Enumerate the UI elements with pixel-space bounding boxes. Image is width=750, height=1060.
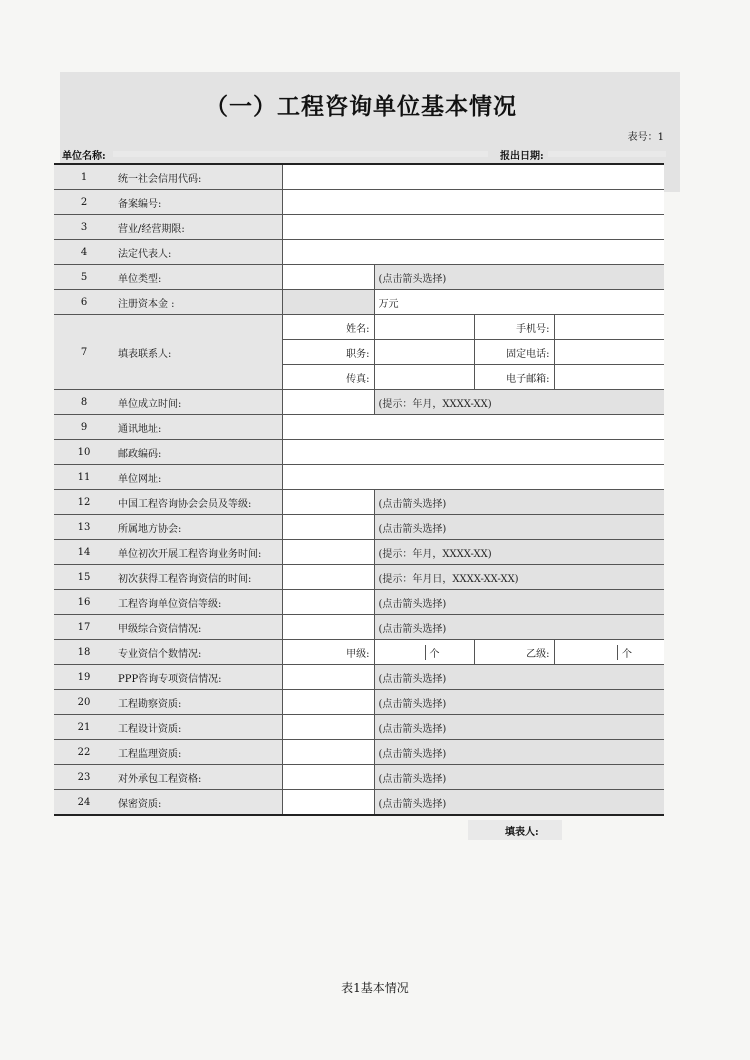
- table-row: [54, 665, 664, 690]
- row-number: 1: [54, 164, 114, 190]
- table-row: [54, 690, 664, 715]
- grade-b-count-field[interactable]: [554, 640, 664, 665]
- row-number: 11: [54, 465, 114, 490]
- table-row: [54, 515, 664, 540]
- table-row: [54, 590, 664, 615]
- local-association-select[interactable]: (点击箭头选择): [374, 515, 664, 540]
- row-label: 单位类型:: [114, 265, 282, 290]
- filler-label: 填表人:: [505, 827, 539, 838]
- first-qualification-date-field[interactable]: (提示：年月日，XXXX-XX-XX): [374, 565, 664, 590]
- contact-mobile-field[interactable]: [554, 315, 664, 340]
- row-number: 13: [54, 515, 114, 540]
- survey-qualification-spacer: [282, 690, 374, 715]
- row-number: 12: [54, 490, 114, 515]
- supervision-qualification-select[interactable]: (点击箭头选择): [374, 740, 664, 765]
- contact-fax-field[interactable]: [374, 365, 474, 390]
- contact-mobile-label: 手机号:: [474, 315, 554, 340]
- table-row: [54, 565, 664, 590]
- row-label: 对外承包工程资格:: [114, 765, 282, 790]
- grade-a-comprehensive-spacer: [282, 615, 374, 640]
- report-date-field[interactable]: [548, 151, 666, 157]
- table-row: [54, 215, 664, 240]
- contact-position-field[interactable]: [374, 340, 474, 365]
- row-number: 3: [54, 215, 114, 240]
- row-label: 营业/经营期限:: [114, 215, 282, 240]
- foreign-contracting-select[interactable]: (点击箭头选择): [374, 765, 664, 790]
- row-number: 20: [54, 690, 114, 715]
- table-row: [54, 415, 664, 440]
- contact-fax-label: 传真:: [282, 365, 374, 390]
- established-date-field[interactable]: (提示：年月，XXXX-XX): [374, 390, 664, 415]
- registered-capital-field[interactable]: [282, 290, 374, 315]
- row-label: 工程监理资质:: [114, 740, 282, 765]
- foreign-contracting-spacer: [282, 765, 374, 790]
- row-label: 法定代表人:: [114, 240, 282, 265]
- contact-phone-field[interactable]: [554, 340, 664, 365]
- row-number: 15: [54, 565, 114, 590]
- local-association-spacer: [282, 515, 374, 540]
- table-row: [54, 615, 664, 640]
- row-label: 注册资本金 :: [114, 290, 282, 315]
- page-footer: 表1基本情况: [341, 981, 409, 995]
- qualification-grade-select[interactable]: (点击箭头选择): [374, 590, 664, 615]
- row-number: 16: [54, 590, 114, 615]
- postal-code-field[interactable]: [282, 440, 664, 465]
- table-row: [54, 315, 664, 340]
- grade-a-comprehensive-select[interactable]: (点击箭头选择): [374, 615, 664, 640]
- table-row: [54, 765, 664, 790]
- row-label: 初次获得工程咨询资信的时间:: [114, 565, 282, 590]
- address-field[interactable]: [282, 415, 664, 440]
- report-date-label: 报出日期:: [500, 151, 544, 162]
- row-label: 通讯地址:: [114, 415, 282, 440]
- row-label: 甲级综合资信情况:: [114, 615, 282, 640]
- first-qualification-date-spacer: [282, 565, 374, 590]
- security-qualification-select[interactable]: (点击箭头选择): [374, 790, 664, 816]
- row-number: 22: [54, 740, 114, 765]
- grade-b-unit: 个: [617, 645, 632, 660]
- ppp-qualification-spacer: [282, 665, 374, 690]
- row-number: 21: [54, 715, 114, 740]
- grade-a-label: 甲级:: [282, 640, 374, 665]
- unit-name-label: 单位名称:: [62, 151, 106, 162]
- row-number: 17: [54, 615, 114, 640]
- row-label: 统一社会信用代码:: [114, 164, 282, 190]
- contact-email-field[interactable]: [554, 365, 664, 390]
- row-label: 工程设计资质:: [114, 715, 282, 740]
- row-number: 6: [54, 290, 114, 315]
- row-label: 专业资信个数情况:: [114, 640, 282, 665]
- row-number: 2: [54, 190, 114, 215]
- row-label: 填表联系人:: [114, 315, 282, 390]
- row-label: 工程勘察资质:: [114, 690, 282, 715]
- row-number: 18: [54, 640, 114, 665]
- first-business-date-spacer: [282, 540, 374, 565]
- grade-a-count-field[interactable]: [374, 640, 474, 665]
- contact-email-label: 电子邮箱:: [474, 365, 554, 390]
- unit-type-spacer: [282, 265, 374, 290]
- table-row: [54, 790, 664, 816]
- table-row: [54, 440, 664, 465]
- table-row: [54, 465, 664, 490]
- row-label: 单位成立时间:: [114, 390, 282, 415]
- table-row: [54, 715, 664, 740]
- security-qualification-spacer: [282, 790, 374, 816]
- row-label: 工程咨询单位资信等级:: [114, 590, 282, 615]
- contact-phone-label: 固定电话:: [474, 340, 554, 365]
- row-label: 单位初次开展工程咨询业务时间:: [114, 540, 282, 565]
- row-number: 23: [54, 765, 114, 790]
- unit-name-field[interactable]: [113, 151, 488, 157]
- table-row: [54, 540, 664, 565]
- page-title: （一）工程咨询单位基本情况: [205, 93, 517, 120]
- design-qualification-select[interactable]: (点击箭头选择): [374, 715, 664, 740]
- grade-b-label: 乙级:: [474, 640, 554, 665]
- business-term-field[interactable]: [282, 215, 664, 240]
- table-row: [54, 640, 664, 665]
- table-row: [54, 240, 664, 265]
- design-qualification-spacer: [282, 715, 374, 740]
- table-row: [54, 164, 664, 190]
- row-number: 10: [54, 440, 114, 465]
- grade-a-unit: 个: [425, 645, 440, 660]
- survey-qualification-select[interactable]: (点击箭头选择): [374, 690, 664, 715]
- supervision-qualification-spacer: [282, 740, 374, 765]
- website-field[interactable]: [282, 465, 664, 490]
- table-row: [54, 490, 664, 515]
- row-label: 所属地方协会:: [114, 515, 282, 540]
- row-number: 24: [54, 790, 114, 816]
- row-number: 19: [54, 665, 114, 690]
- table-row: [54, 740, 664, 765]
- row-number: 9: [54, 415, 114, 440]
- association-member-select[interactable]: (点击箭头选择): [374, 490, 664, 515]
- table-number: 表号：1: [627, 132, 664, 143]
- row-label: PPP咨询专项资信情况:: [114, 665, 282, 690]
- basic-info-table: [54, 163, 664, 816]
- row-label: 单位网址:: [114, 465, 282, 490]
- table-row: [54, 290, 664, 315]
- table-row: [54, 265, 664, 290]
- row-label: 邮政编码:: [114, 440, 282, 465]
- table-row: [54, 190, 664, 215]
- contact-name-label: 姓名:: [282, 315, 374, 340]
- registered-capital-unit: 万元: [374, 290, 664, 315]
- contact-name-field[interactable]: [374, 315, 474, 340]
- row-number: 14: [54, 540, 114, 565]
- row-number: 8: [54, 390, 114, 415]
- row-label: 保密资质:: [114, 790, 282, 816]
- record-number-field[interactable]: [282, 190, 664, 215]
- credit-code-field[interactable]: [282, 164, 664, 190]
- row-label: 中国工程咨询协会会员及等级:: [114, 490, 282, 515]
- row-number: 7: [54, 315, 114, 390]
- table-row: [54, 390, 664, 415]
- unit-type-select[interactable]: (点击箭头选择): [374, 265, 664, 290]
- ppp-qualification-select[interactable]: (点击箭头选择): [374, 665, 664, 690]
- row-number: 4: [54, 240, 114, 265]
- row-number: 5: [54, 265, 114, 290]
- row-label: 备案编号:: [114, 190, 282, 215]
- first-business-date-field[interactable]: (提示：年月，XXXX-XX): [374, 540, 664, 565]
- established-date-spacer: [282, 390, 374, 415]
- contact-position-label: 职务:: [282, 340, 374, 365]
- legal-representative-field[interactable]: [282, 240, 664, 265]
- association-member-spacer: [282, 490, 374, 515]
- qualification-grade-spacer: [282, 590, 374, 615]
